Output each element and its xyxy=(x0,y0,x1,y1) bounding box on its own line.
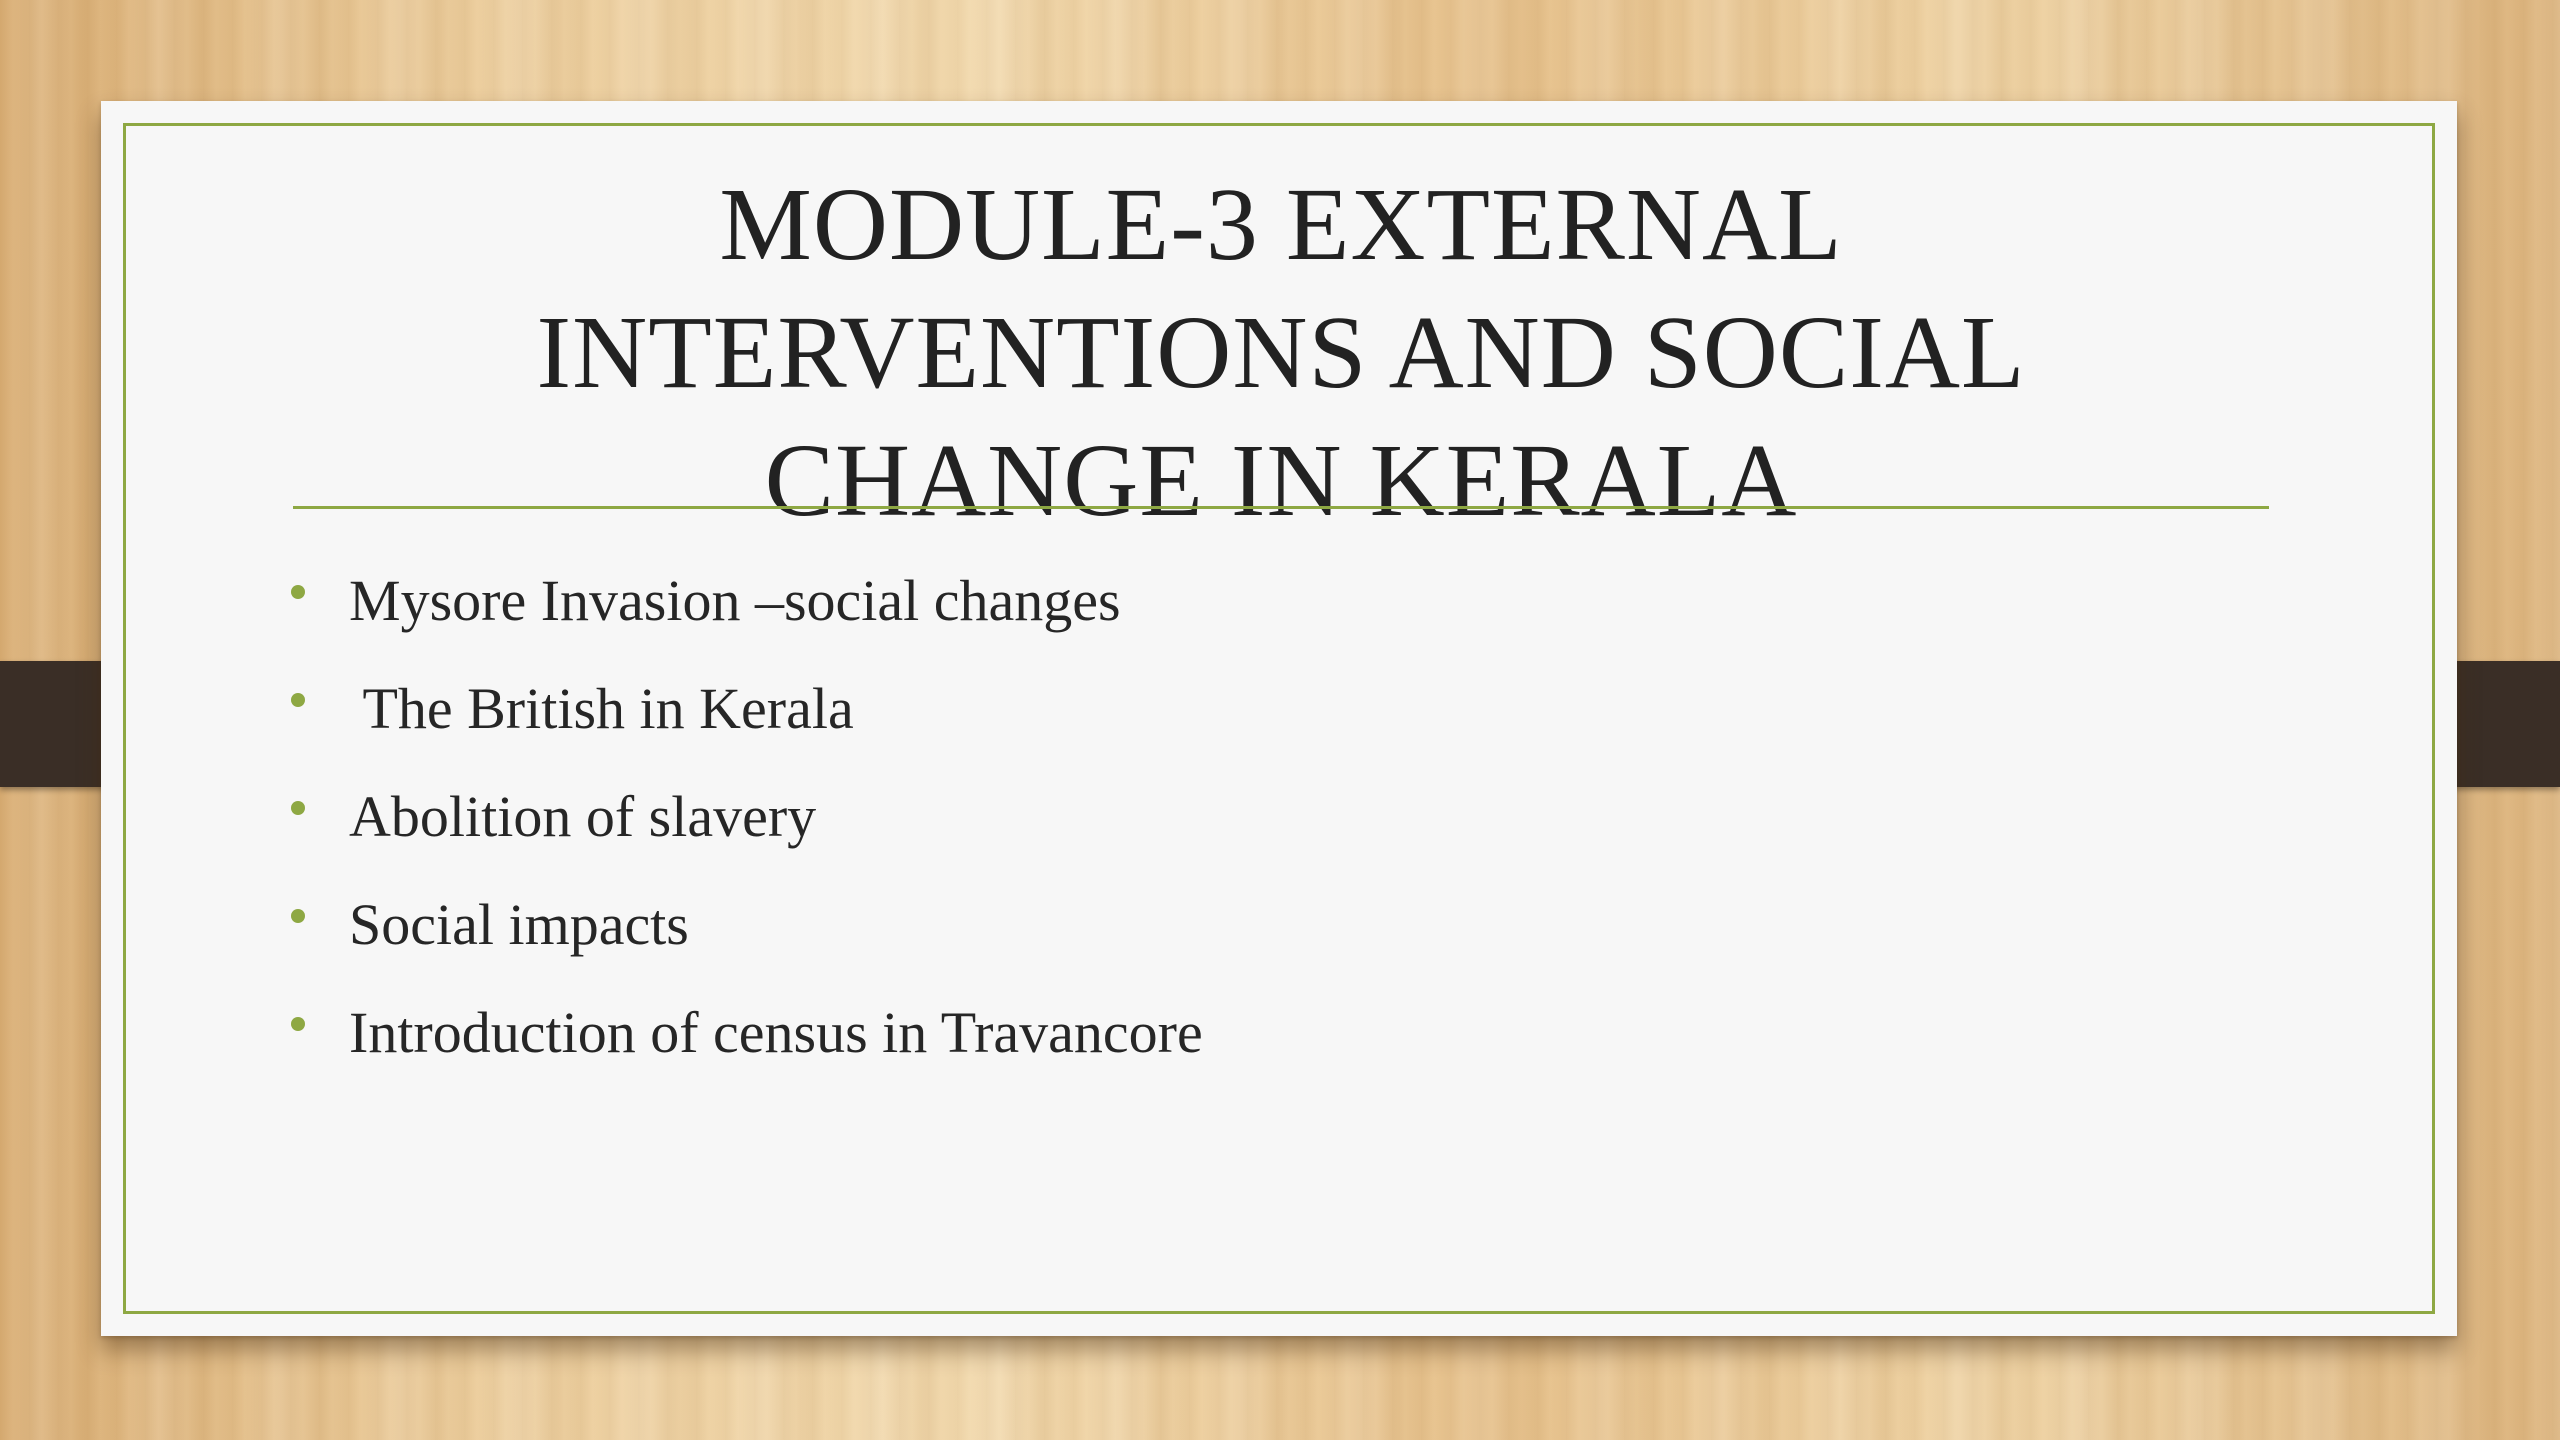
list-item xyxy=(291,870,1203,978)
bullet-dot-icon xyxy=(291,585,305,599)
slide xyxy=(101,101,2457,1336)
title-line-2: INTERVENTIONS AND SOCIAL xyxy=(536,295,2026,410)
title-underline xyxy=(293,506,2269,509)
list-item xyxy=(291,762,1203,870)
bullet-text: Introduction of census in Travancore xyxy=(349,999,1203,1065)
bullet-text: Social impacts xyxy=(349,891,689,957)
bullet-text: Mysore Invasion –social changes xyxy=(349,567,1121,633)
list-item xyxy=(291,978,1203,1086)
bullet-text: The British in Kerala xyxy=(349,675,854,741)
title-line-3: CHANGE IN KERALA xyxy=(764,423,1798,538)
slide-title xyxy=(301,161,2261,545)
bullet-list xyxy=(291,546,1203,1086)
bullet-dot-icon xyxy=(291,1017,305,1031)
bullet-dot-icon xyxy=(291,801,305,815)
bullet-dot-icon xyxy=(291,909,305,923)
bullet-text: Abolition of slavery xyxy=(349,783,817,849)
title-line-1: MODULE-3 EXTERNAL xyxy=(719,167,1843,282)
list-item xyxy=(291,654,1203,762)
list-item xyxy=(291,546,1203,654)
bullet-dot-icon xyxy=(291,693,305,707)
